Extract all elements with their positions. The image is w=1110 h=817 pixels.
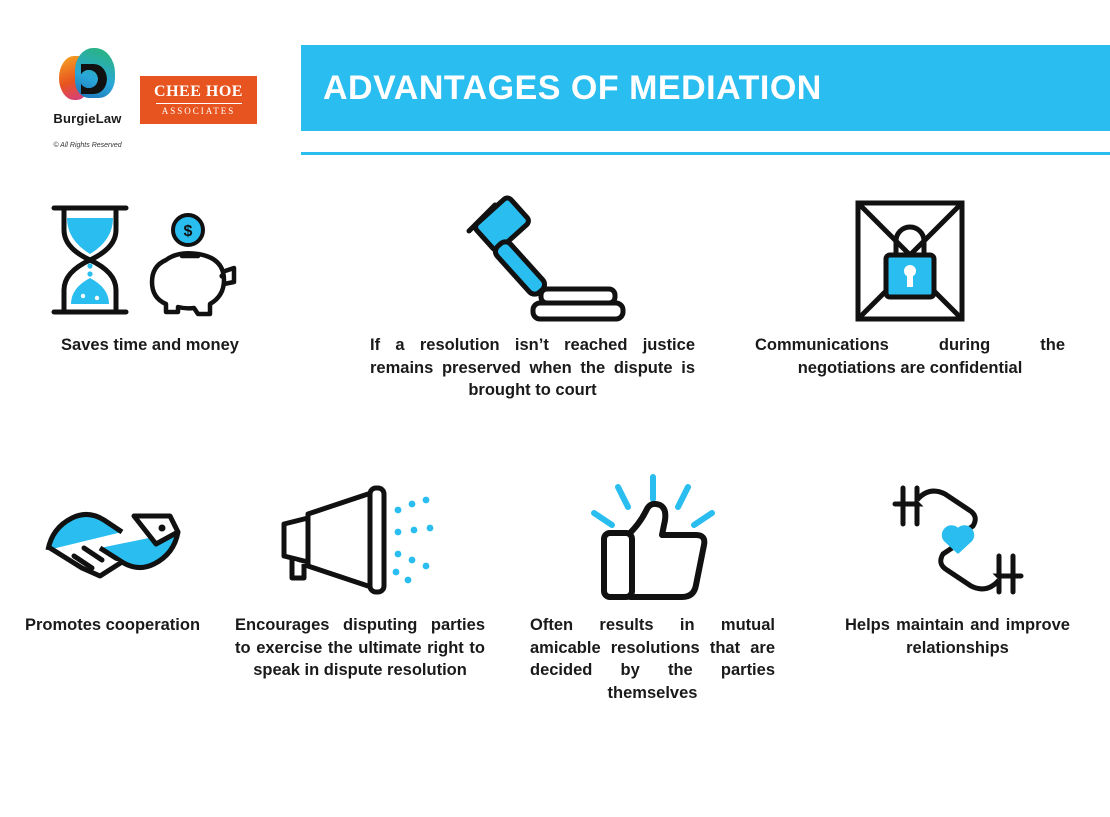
- advantage-improve-relationships: [845, 470, 1070, 659]
- advantage-caption: Communications during the negotiations are confidential: [755, 336, 1065, 377]
- advantage-justice-preserved: [370, 190, 695, 402]
- gavel-icon: [370, 190, 695, 330]
- advantage-caption: Saves time and money: [61, 336, 239, 354]
- advantage-confidential-communications: [755, 190, 1065, 379]
- partner-logo-divider: [156, 103, 242, 104]
- advantage-promotes-cooperation: [20, 470, 205, 637]
- chee-hoe-associates-logo: [140, 76, 257, 124]
- hourglass-and-piggy-bank-icon: [30, 190, 270, 330]
- copyright-text: © All Rights Reserved: [53, 142, 122, 149]
- advantage-caption: Encourages disputing parties to exercise the ultimate right to speak in dispute resolution: [235, 616, 485, 680]
- advantage-caption: Helps maintain and improve relationships: [845, 616, 1070, 657]
- hands-holding-heart-icon: [845, 470, 1070, 610]
- handshake-icon: [20, 470, 205, 610]
- advantage-caption: Promotes cooperation: [24, 616, 201, 634]
- partner-logo-line1: CHEE HOE: [154, 82, 243, 100]
- advantage-encourages-speaking: [235, 470, 485, 682]
- advantages-row-2: [0, 470, 1110, 740]
- burgielaw-mark-icon: [59, 48, 117, 106]
- partner-logo-line2: ASSOCIATES: [161, 105, 236, 116]
- thumbs-up-icon: [530, 470, 775, 610]
- megaphone-icon: [235, 470, 485, 610]
- page-title: ADVANTAGES OF MEDIATION: [323, 68, 822, 107]
- title-underline: [301, 152, 1110, 155]
- locked-envelope-icon: [755, 190, 1065, 330]
- advantages-row-1: [0, 190, 1110, 440]
- advantage-mutual-amicable-resolutions: [530, 470, 775, 704]
- title-banner: [301, 45, 1110, 131]
- burgielaw-logo: [40, 48, 135, 149]
- advantage-caption: Often results in mutual amicable resolutions that are decided by the parties themselves: [530, 616, 775, 702]
- advantage-saves-time-and-money: [30, 190, 270, 357]
- header: [0, 0, 1110, 160]
- advantage-caption: If a resolution isn’t reached justice remains preserved when the dispute is brought to court: [370, 336, 695, 400]
- svg-text:$: $: [183, 223, 193, 240]
- brand-name: BurgieLaw: [53, 111, 122, 126]
